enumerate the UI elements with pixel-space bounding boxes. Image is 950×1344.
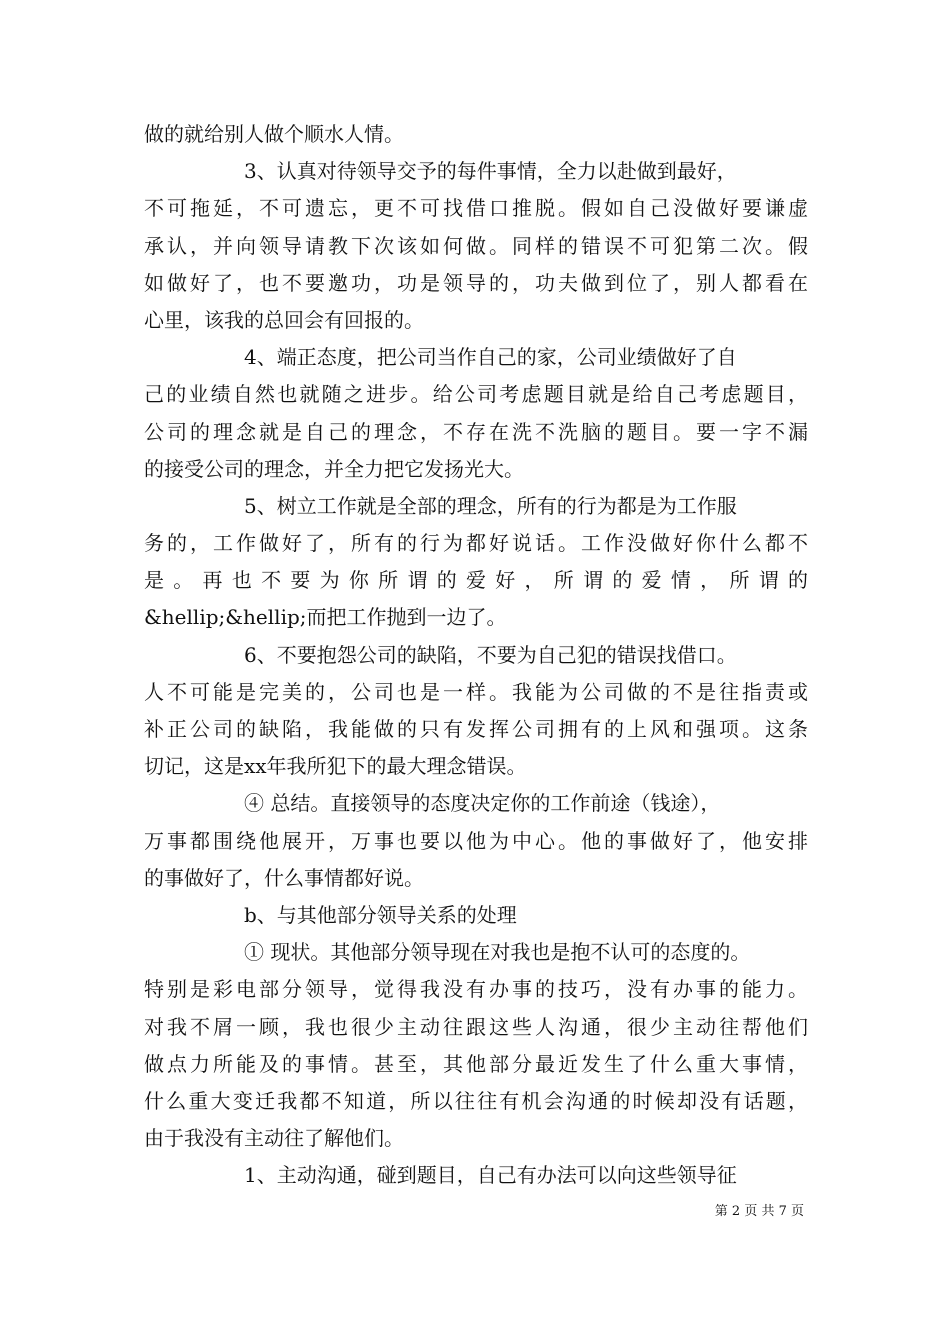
text-line: 什么重大变迁我都不知道，所以往往有机会沟通的时候却没有话题， [144,1088,808,1113]
text-line: ④ 总结。直接领导的态度决定你的工作前途（钱途）， [244,791,721,816]
text-line: 对我不屑一顾，我也很少主动往跟这些人沟通，很少主动往帮他们 [144,1014,808,1039]
text-line: 务的，工作做好了，所有的行为都好说话。工作没做好你什么都不 [144,531,808,556]
text-line: 3、认真对待领导交予的每件事情，全力以赴做到最好， [244,159,737,184]
text-line: 心里，该我的总回会有回报的。 [144,307,424,332]
text-line: 是 。 再 也 不 要 为 你 所 谓 的 爱 好 ， 所 谓 的 爱 情 ， 所 谓 的 [144,568,808,593]
text-line: 补正公司的缺陷，我能做的只有发挥公司拥有的上风和强项。这条 [144,717,808,741]
text-line: 切记，这是xx年我所犯下的最大理念错误。 [144,754,527,779]
text-line: 承认，并向领导请教下次该如何做。同样的错误不可犯第二次。假 [144,233,808,258]
text-line: ① 现状。其他部分领导现在对我也是抱不认可的态度的。 [244,940,751,965]
text-line: &hellip;&hellip;而把工作抛到一边了。 [144,605,507,630]
text-line: 6、不要抱怨公司的缺陷，不要为自己犯的错误找借口。 [244,642,737,667]
text-line: 公司的理念就是自己的理念，不存在洗不洗脑的题目。要一字不漏 [144,419,808,444]
section-heading: b、与其他部分领导关系的处理 [244,902,517,927]
text-line: 由于我没有主动往了解他们。 [144,1126,404,1151]
text-line: 的接受公司的理念，并全力把它发扬光大。 [144,456,524,481]
text-line: 的事做好了，什么事情都好说。 [144,865,424,890]
text-line: 如做好了，也不要邀功，功是领导的，功夫做到位了，别人都看在 [144,270,808,295]
text-line: 万事都围绕他展开，万事也要以他为中心。他的事做好了，他安排 [144,828,808,853]
text-line: 做点力所能及的事情。甚至，其他部分最近发生了什么重大事情， [144,1051,808,1076]
text-line: 特别是彩电部分领导，觉得我没有办事的技巧，没有办事的能力。 [144,977,808,1002]
text-line: 人不可能是完美的，公司也是一样。我能为公司做的不是往指责或 [144,679,808,704]
text-line: 不可拖延，不可遗忘，更不可找借口推脱。假如自己没做好要谦虚 [144,196,808,221]
text-line: 4、端正态度，把公司当作自己的家，公司业绩做好了自 [244,345,737,370]
text-line: 己的业绩自然也就随之进步。给公司考虑题目就是给自己考虑题目， [144,382,808,407]
document-body [144,116,808,1194]
text-line: 5、树立工作就是全部的理念，所有的行为都是为工作服 [244,493,737,518]
page-number-footer: 第 2 页 共 7 页 [714,1204,804,1219]
text-line: 做的就给别人做个顺水人情。 [144,122,404,146]
text-line: 1、主动沟通，碰到题目，自己有办法可以向这些领导征 [244,1163,737,1188]
